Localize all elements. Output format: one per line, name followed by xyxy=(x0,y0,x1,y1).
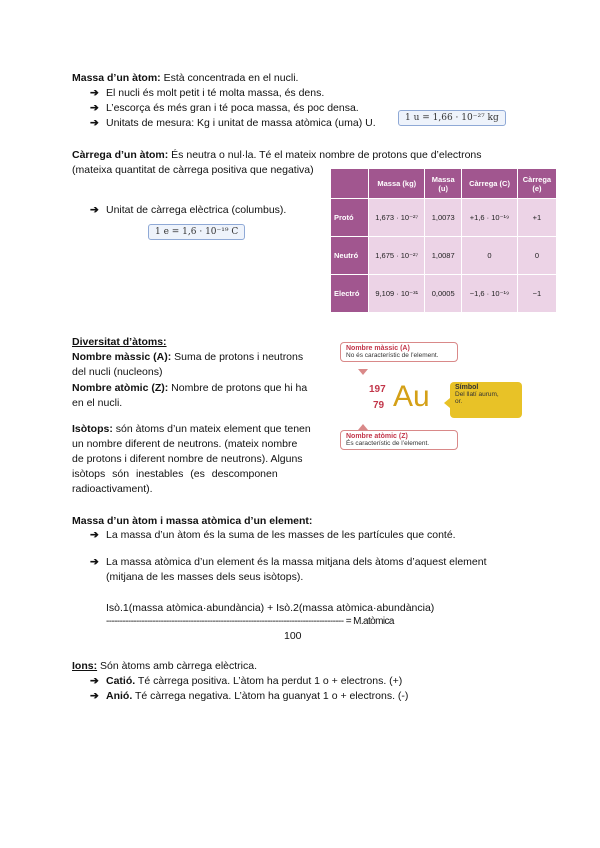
table-header-cell: Massa (u) xyxy=(425,169,462,199)
carrega-paragraph: Càrrega d’un àtom: És neutra o nul·la. Té el mateix nombre de protons que d’electrons xyxy=(72,149,482,161)
table-header-cell: Càrrega (C) xyxy=(462,169,518,199)
table-cell: Protó xyxy=(331,199,369,237)
table-cell: +1,6 · 10⁻¹⁹ xyxy=(462,199,518,237)
arrow-right-icon: ➔ xyxy=(90,102,99,114)
uma-formula: 1 u = 1,66 · 10⁻²⁷ kg xyxy=(398,110,506,126)
table-cell: 1,0087 xyxy=(425,237,462,275)
atomic-number: 79 xyxy=(373,400,385,411)
table-header-cell xyxy=(331,169,369,199)
massa-paragraph xyxy=(72,71,298,85)
table-cell: Electró xyxy=(331,275,369,313)
equation-denominator: 100 xyxy=(284,630,302,642)
table-header-cell: Càrrega (e) xyxy=(517,169,556,199)
massic-paragraph: Nombre màssic (A): Suma de protons i neutrons xyxy=(72,351,304,363)
mass-number: 197 xyxy=(369,384,386,395)
equation-fraction-line: --------------------------------------------------------------------------------------- = M.atòmica xyxy=(106,616,394,627)
table-cell: Neutró xyxy=(331,237,369,275)
charge-formula: 1 e = 1,6 · 10⁻¹⁹ C xyxy=(148,224,245,240)
table-cell: +1 xyxy=(517,199,556,237)
atomic-line-2: en el nucli. xyxy=(72,397,123,409)
ions-title: Ions: xyxy=(72,660,98,672)
anion-bullet: ➔ Anió. Té càrrega negativa. L’àtom ha guanyat 1 o + electrons. (-) xyxy=(90,690,409,702)
table-row xyxy=(331,237,557,275)
isotops-line-2: un nombre diferent de neutrons. (mateix nombre xyxy=(72,438,298,450)
massa-text: Està concentrada en el nucli. xyxy=(160,72,299,84)
table-cell: 0 xyxy=(517,237,556,275)
arrow-right-icon: ➔ xyxy=(90,556,99,568)
atomic-number-callout: Nombre atòmic (Z) És característic de l’element. xyxy=(340,430,458,450)
table-cell: 1,0073 xyxy=(425,199,462,237)
isotops-line-4: isòtops són inestables (es descomponen xyxy=(72,468,278,480)
massa-bullet-2: ➔ L’escorça és més gran i té poca massa, és poc densa. xyxy=(90,102,359,114)
table-cell: 0,0005 xyxy=(425,275,462,313)
table-cell: 1,673 · 10⁻²⁷ xyxy=(369,199,425,237)
carrega-bullet: ➔ Unitat de càrrega elèctrica (columbus). xyxy=(90,204,287,216)
massa-element-bullet-2: ➔ La massa atòmica d’un element és la massa mitjana dels àtoms d’aquest element xyxy=(90,556,487,568)
table-cell: 9,109 · 10⁻³¹ xyxy=(369,275,425,313)
callout-pointer xyxy=(358,369,368,375)
arrow-right-icon: ➔ xyxy=(90,675,99,687)
particle-table xyxy=(330,168,557,313)
table-cell: −1,6 · 10⁻¹⁹ xyxy=(462,275,518,313)
nuclide-figure xyxy=(340,342,540,457)
massa-title: Massa d’un àtom: xyxy=(72,72,161,84)
table-row xyxy=(331,275,557,313)
atomic-paragraph: Nombre atòmic (Z): Nombre de protons que hi ha xyxy=(72,382,308,394)
massa-element-bullet-2-line-2: (mitjana de les masses dels seus isòtops). xyxy=(106,571,304,583)
carrega-title: Càrrega d’un àtom: xyxy=(72,149,169,161)
table-header-row xyxy=(331,169,557,199)
arrow-right-icon: ➔ xyxy=(90,204,99,216)
arrow-right-icon: ➔ xyxy=(90,529,99,541)
table-cell: 0 xyxy=(462,237,518,275)
isotops-line-5: radioactivament). xyxy=(72,483,153,495)
mass-number-callout: Nombre màssic (A) No és característic de l’element. xyxy=(340,342,458,362)
massa-element-title: Massa d’un àtom i massa atòmica d’un element: xyxy=(72,515,313,527)
table-cell: 1,675 · 10⁻²⁷ xyxy=(369,237,425,275)
massa-bullet-3: ➔ Unitats de mesura: Kg i unitat de massa atòmica (uma) U. xyxy=(90,117,376,129)
table-row xyxy=(331,199,557,237)
isotops-line-1: Isòtops: són àtoms d’un mateix element que tenen xyxy=(72,423,311,435)
ions-paragraph: Ions: Són àtoms amb càrrega elèctrica. xyxy=(72,660,257,672)
arrow-right-icon: ➔ xyxy=(90,690,99,702)
massa-bullet-1: ➔ El nucli és molt petit i té molta massa, és dens. xyxy=(90,87,325,99)
arrow-right-icon: ➔ xyxy=(90,117,99,129)
cation-bullet: ➔ Catió. Té càrrega positiva. L’àtom ha perdut 1 o + electrons. (+) xyxy=(90,675,403,687)
diversitat-title: Diversitat d’àtoms: xyxy=(72,336,167,348)
table-cell: −1 xyxy=(517,275,556,313)
massa-element-bullet-1: ➔ La massa d’un àtom és la suma de les masses de les partícules que conté. xyxy=(90,529,456,541)
massic-line-2: del nucli (nucleons) xyxy=(72,366,163,378)
table-header-cell: Massa (kg) xyxy=(369,169,425,199)
element-symbol: Au xyxy=(393,380,430,413)
arrow-right-icon: ➔ xyxy=(90,87,99,99)
symbol-callout: Símbol Del llatí aurum, or. xyxy=(450,382,522,418)
carrega-line-2: (mateixa quantitat de càrrega positiva que negativa) xyxy=(72,164,314,176)
isotops-line-3: de protons i diferent nombre de neutrons). Alguns xyxy=(72,453,303,465)
equation-numerator: Isò.1(massa atòmica·abundància) + Isò.2(massa atòmica·abundància) xyxy=(106,602,435,614)
